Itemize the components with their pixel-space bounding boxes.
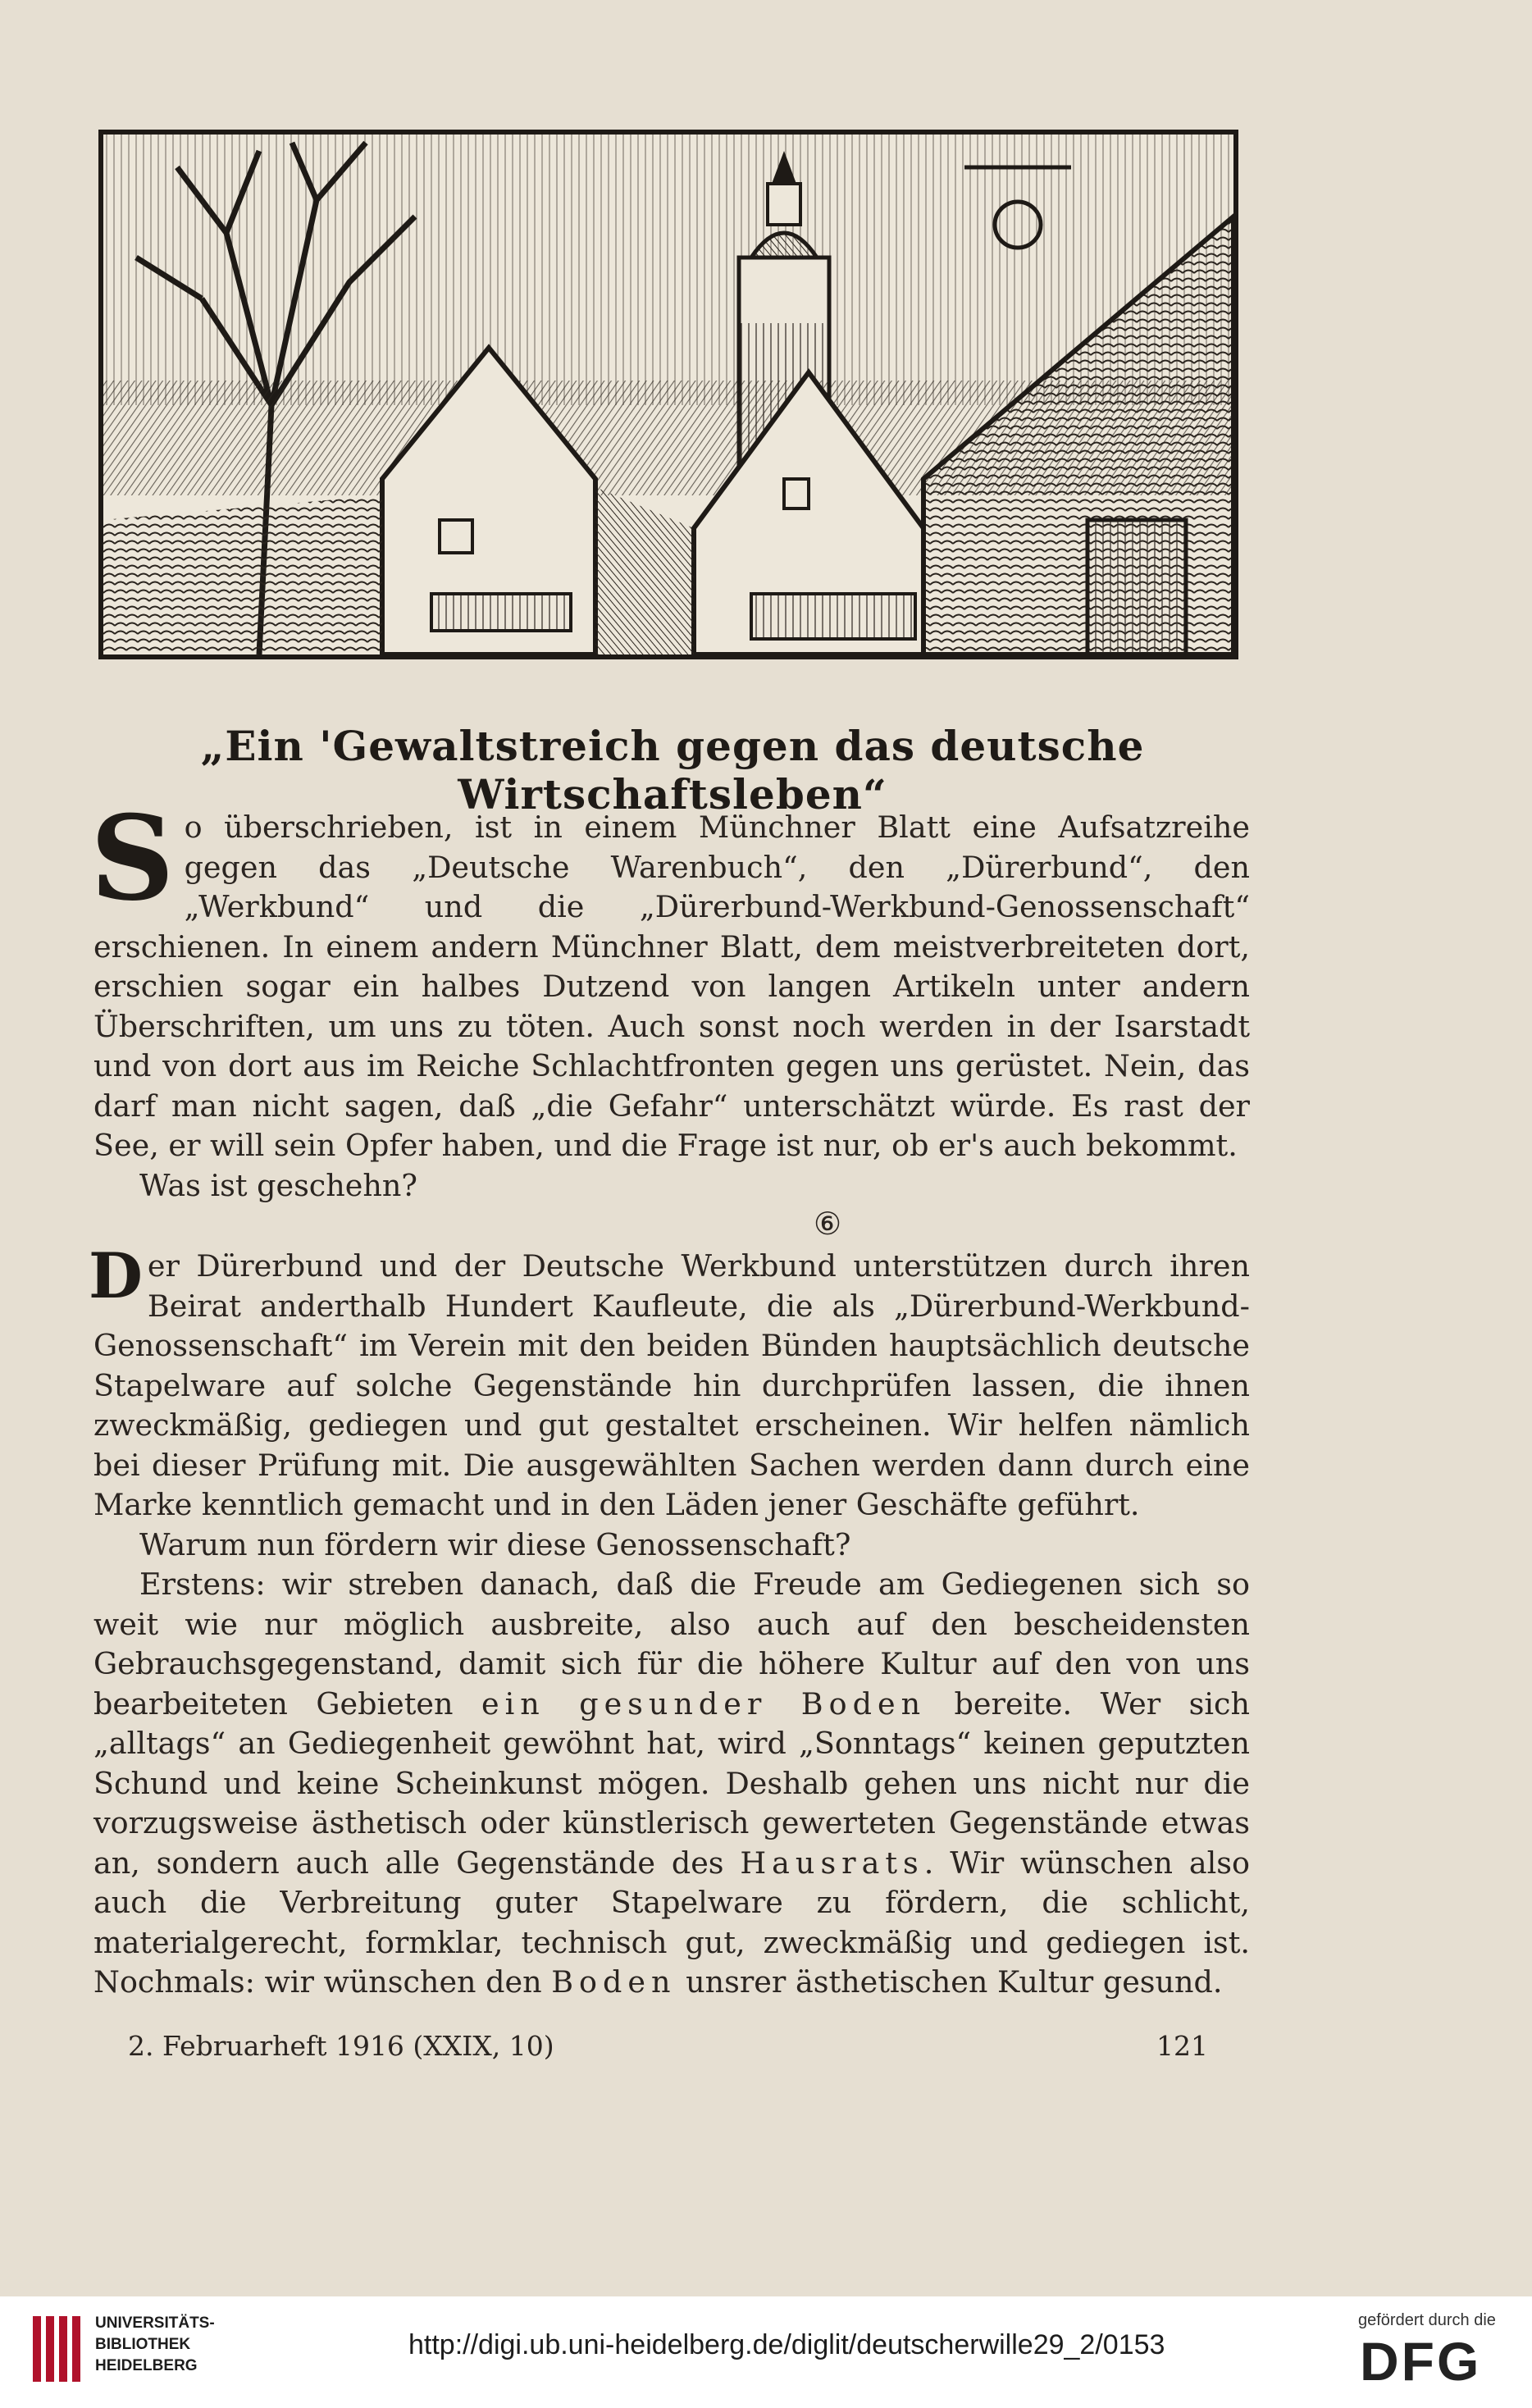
paragraph-5-part: bereite. Wer sich „alltags“ an Gediegenheit gewöhnt hat, wird „Sonntags“ keinen geputzten Schund und keine Scheinkunst mögen. Deshalb gehen uns nicht nur die vorzugsweise ästhetisch oder künstlerisch gewerteten Gegenstände etwas an, sondern auch alle Gegenstände des xyxy=(93,1685,1250,1881)
paragraph-5-part: Erstens: wir streben danach, daß die Freude am Gediegenen sich so weit wie nur möglich ausbreite, also auch auf den bescheidensten Gebrauchsgegenstand, damit sich für die höhere Kultur auf den von uns bearbeiteten Gebieten xyxy=(93,1567,1250,1722)
ornament-glyph: ⑥ xyxy=(813,1206,842,1242)
dropcap-d: D xyxy=(89,1239,143,1312)
paragraph-3 xyxy=(89,1239,1250,1526)
emphasis-gesunder-boden: ein gesunder Boden xyxy=(481,1685,927,1722)
dropcap-s: S xyxy=(90,791,175,927)
article-body xyxy=(89,791,1251,2003)
woodcut-illustration-rooftops xyxy=(98,130,1238,659)
paragraph-1 xyxy=(90,791,1250,1166)
paragraph-5-part: unsrer ästhetischen Kultur gesund. xyxy=(676,1964,1223,2000)
dfg-logo: DFG xyxy=(1360,2331,1482,2392)
paragraph-5-part: . Wir wünschen also auch die Verbreitung guter Stapelware zu fördern, die schlicht, materialgerecht, formklar, technisch gut, zweckmäßig und gediegen ist. Nochmals: wir wünschen den xyxy=(93,1845,1251,2000)
issue-reference: 2. Februarheft 1916 (XXIX, 10) xyxy=(128,2030,554,2062)
university-library-logo-icon xyxy=(30,2311,87,2387)
paragraph-1-text: o überschrieben, ist in einem Münchner Blatt eine Aufsatzreihe gegen das „Deutsche Warenbuch“, den „Dürerbund“, den „Werkbund“ und die „Dürerbund-Werkbund-Genossenschaft“ erschienen. In einem andern Münchner Blatt, dem meistverbreiteten dort, erschien sogar ein halbes Dutzend von langen Artikeln unter andern Überschriften, um uns zu töten. Auch sonst noch werden in der Isarstadt und von dort aus im Reiche Schlachtfronten gegen uns gerüstet. Nein, das darf man nicht sagen, daß „die Gefahr“ unterschätzt würde. Es rast der See, er will sein Opfer haben, und die Frage ist nur, ob er's auch bekommt. xyxy=(93,810,1250,1163)
page-number: 121 xyxy=(1156,2030,1208,2062)
source-url-link[interactable]: http://digi.ub.uni-heidelberg.de/diglit/deutscherwille29_2/0153 xyxy=(408,2329,1165,2360)
emphasis-boden: Boden xyxy=(551,1964,677,2000)
library-name-line: BIBLIOTHEK xyxy=(95,2336,191,2353)
paragraph-2: Was ist geschehn? xyxy=(139,1167,417,1203)
library-name-line: HEIDELBERG xyxy=(95,2357,198,2374)
emphasis-hausrats: Hausrats xyxy=(740,1845,924,1881)
article-title: „Ein 'Gewaltstreich gegen das deutsche Wirtschaftsleben“ xyxy=(200,722,1145,819)
paragraph-4: Warum nun fördern wir diese Genossenschaft? xyxy=(139,1526,851,1562)
paragraph-3-text: er Dürerbund und der Deutsche Werkbund unterstützen durch ihren Beirat anderthalb Hundert Kaufleute, die als „Dürerbund-Werkbund-Genossenschaft“ im Verein mit den beiden Bünden hauptsächlich deutsche Stapelware auf solche Gegenstände hin durchprüfen lassen, die ihnen zweckmäßig, gediegen und gut gestaltet erscheinen. Wir helfen nämlich bei dieser Prüfung mit. Die ausgewählten Sachen werden dann durch eine Marke kenntlich gemacht und in den Läden jener Geschäfte geführt. xyxy=(93,1248,1250,1522)
library-name-line: UNIVERSITÄTS- xyxy=(95,2315,215,2332)
funding-label: gefördert durch die xyxy=(1358,2311,1496,2329)
library-name xyxy=(95,2313,215,2377)
rooftops-drawing xyxy=(103,135,1233,654)
paragraph-5 xyxy=(93,1565,1250,2003)
